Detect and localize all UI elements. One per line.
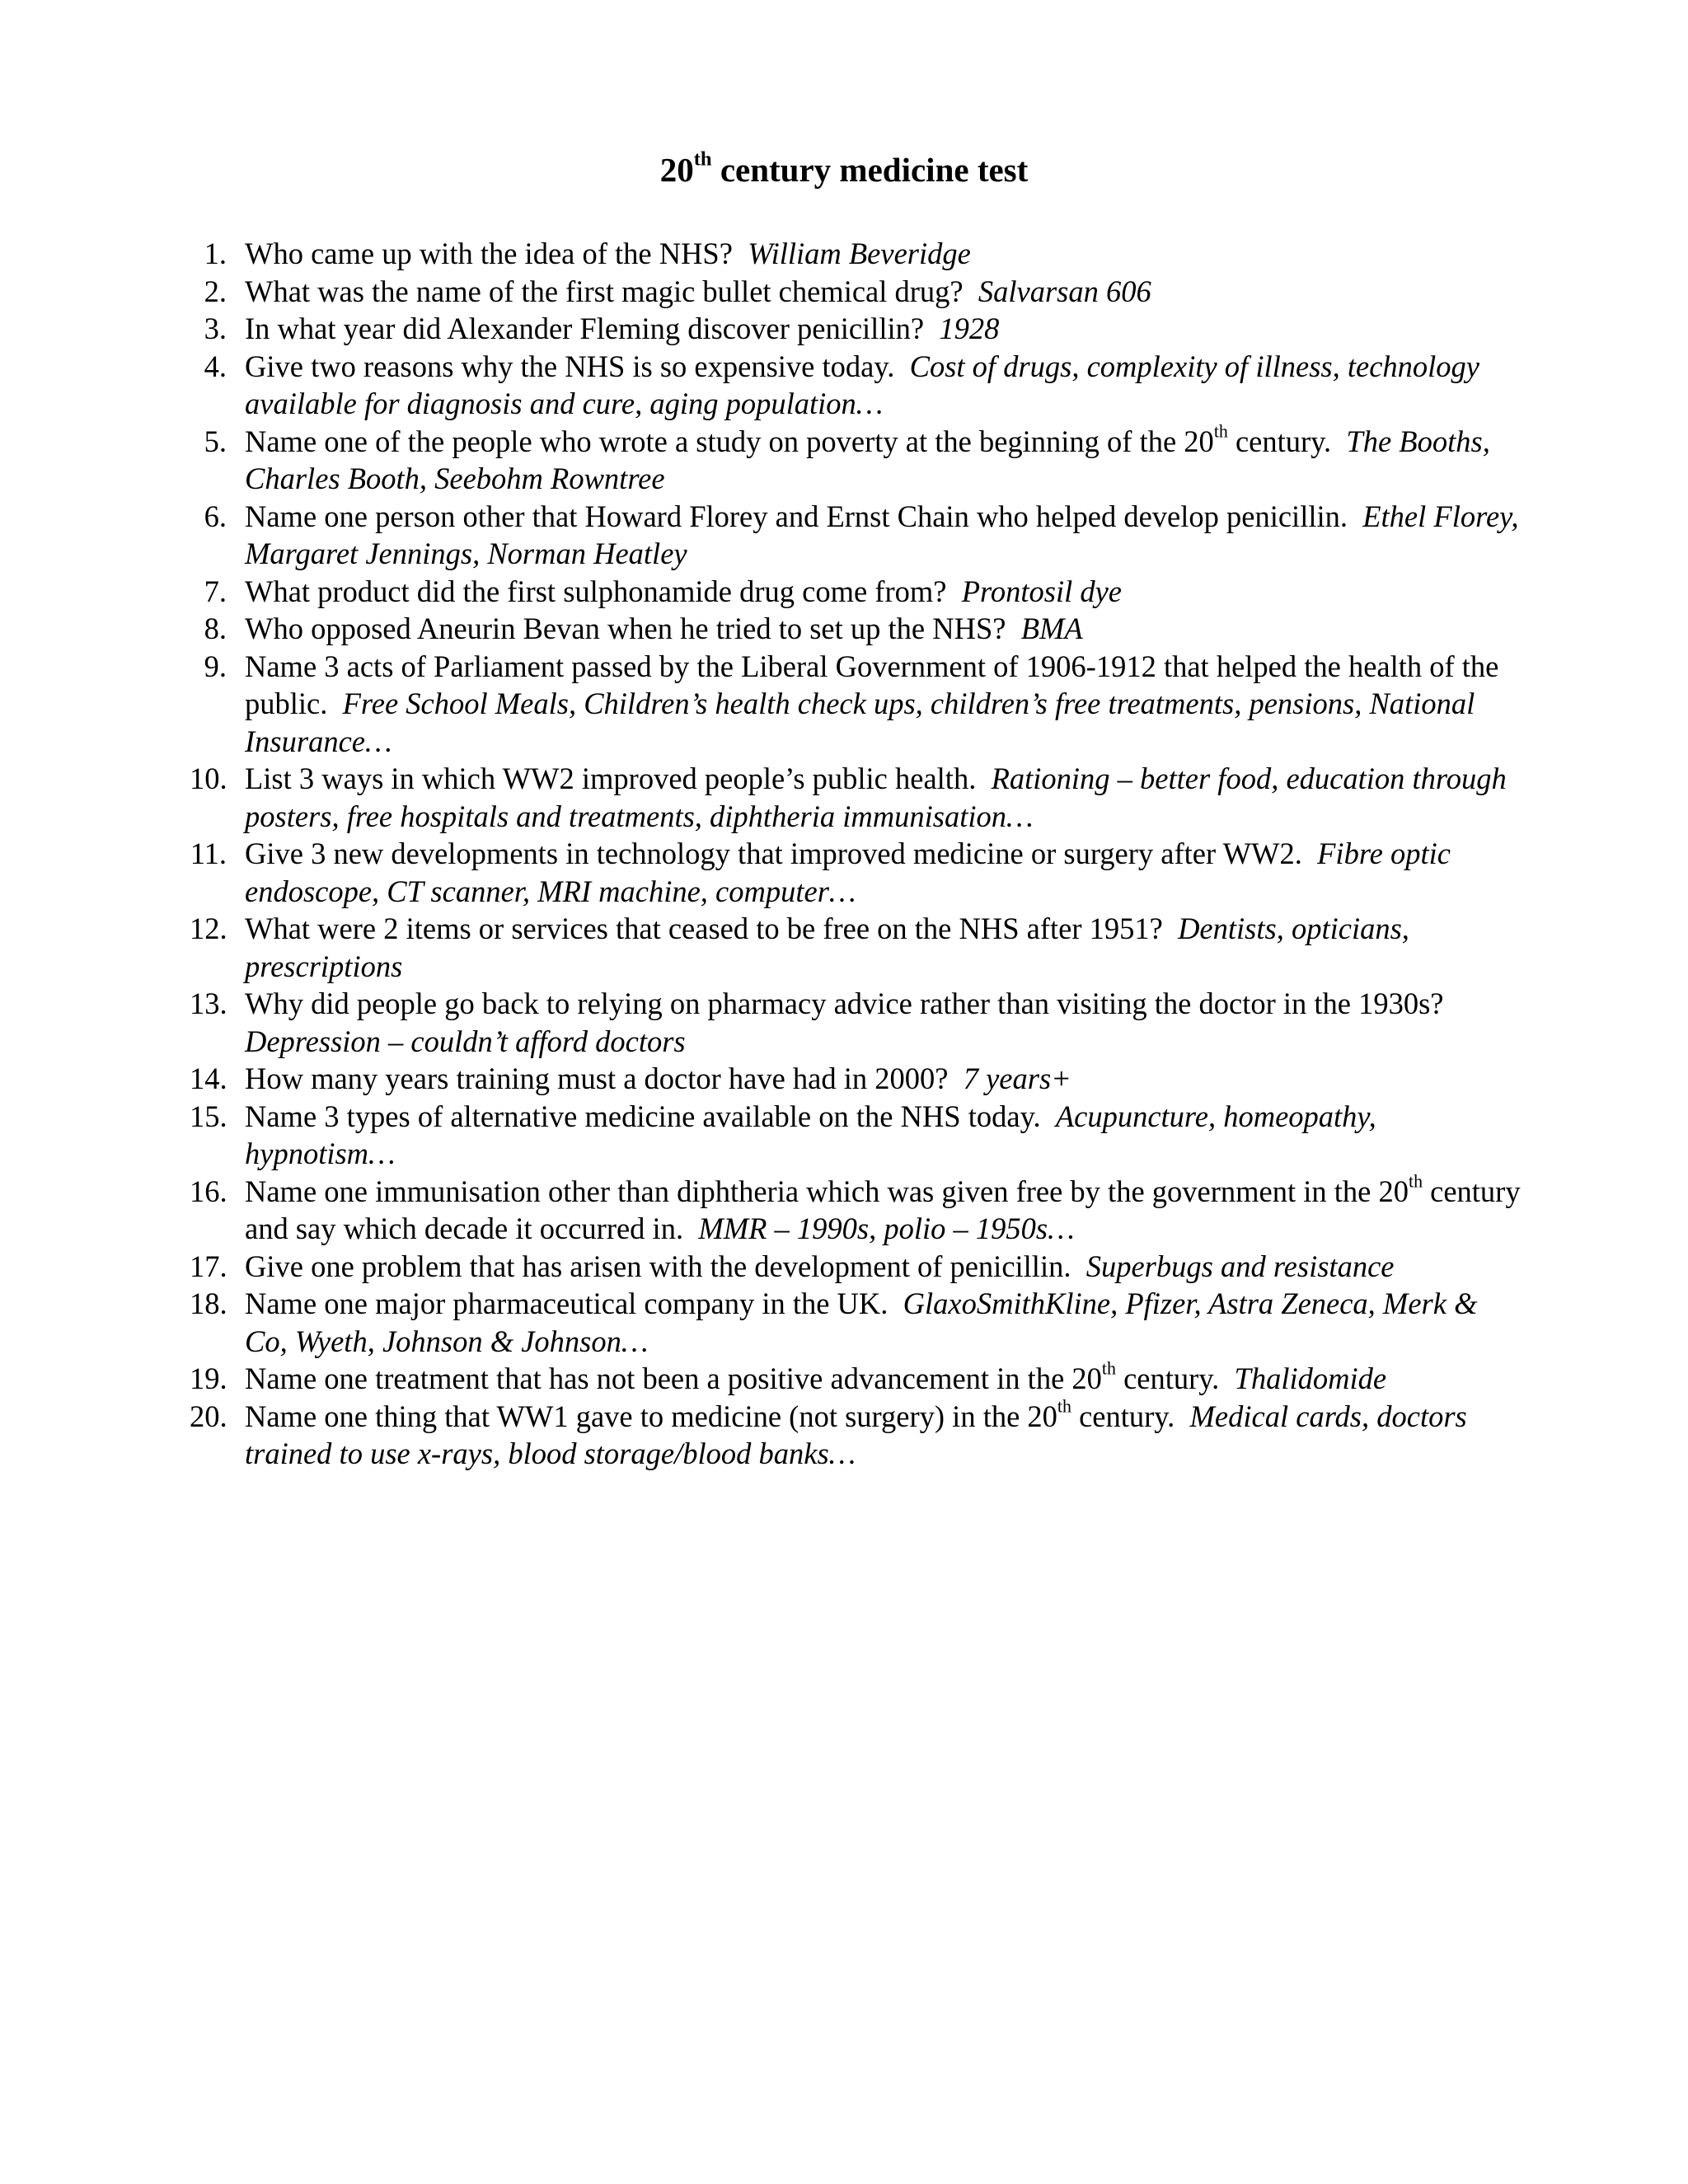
answer-text: Superbugs and resistance (1085, 1249, 1395, 1283)
question-text: Name 3 types of alternative medicine available on the NHS today. (245, 1099, 1041, 1133)
question-number: 2. (204, 274, 227, 308)
question-number: 3. (204, 312, 227, 345)
question-item (190, 1098, 1525, 1173)
question-text (245, 1394, 1175, 1433)
question-item (190, 1285, 1525, 1360)
answer-text: Medical cards, doctors trained to use x-rays, blood storage/blood banks… (245, 1399, 1467, 1470)
question-item (190, 985, 1525, 1060)
question-number: 16. (190, 1174, 227, 1208)
answer-text: William Beveridge (748, 237, 971, 270)
question-text: Who opposed Aneurin Bevan when he tried to set up the NHS? (245, 612, 1006, 645)
question-text: What was the name of the first magic bullet chemical drug? (245, 274, 964, 308)
title-part: century medicine test (711, 151, 1029, 189)
question-list (190, 235, 1525, 1473)
question-item (190, 760, 1525, 835)
question-item (190, 348, 1525, 423)
question-number: 12. (190, 912, 227, 945)
question-text-part: century. (1115, 1361, 1220, 1395)
question-number: 11. (190, 837, 227, 870)
question-item (190, 573, 1525, 611)
question-text-part: century. (1071, 1399, 1175, 1433)
question-item (190, 1394, 1525, 1473)
answer-text: Thalidomide (1234, 1361, 1387, 1395)
question-number: 13. (190, 987, 227, 1020)
question-item (190, 498, 1525, 573)
question-superscript: th (1408, 1169, 1423, 1191)
answer-text: Prontosil dye (961, 574, 1123, 608)
question-text-part: Name one thing that WW1 gave to medicine (not surgery) in the 20 (245, 1399, 1057, 1433)
question-text: List 3 ways in which WW2 improved people’s public health. (245, 762, 977, 795)
question-text: What product did the first sulphonamide drug come from? (245, 574, 947, 608)
question-item (190, 235, 1525, 273)
question-item (190, 419, 1525, 498)
question-number: 8. (204, 612, 227, 645)
question-number: 19. (190, 1361, 227, 1395)
answer-text: Dentists, opticians, prescriptions (245, 912, 1409, 983)
title-superscript: th (693, 148, 712, 171)
question-text-part: Name one of the people who wrote a study on poverty at the beginning of the 20 (245, 424, 1214, 458)
question-item (190, 1357, 1525, 1398)
question-text: What were 2 items or services that ceased to be free on the NHS after 1951? (245, 912, 1163, 945)
answer-text: BMA (1020, 612, 1083, 645)
answer-text: MMR – 1990s, polio – 1950s… (698, 1212, 1075, 1245)
title-part: 20 (659, 151, 694, 189)
answer-text: Rationing – better food, education through posters, free hospitals and treatments, diphtheria immunisation… (245, 762, 1507, 833)
answer-text: Fibre optic endoscope, CT scanner, MRI machine, computer… (245, 837, 1451, 908)
question-item (190, 1248, 1525, 1286)
question-item (190, 310, 1525, 348)
question-text: Name one major pharmaceutical company in the UK. (245, 1286, 889, 1320)
question-number: 1. (204, 237, 227, 270)
question-item (190, 648, 1525, 761)
question-text: Give 3 new developments in technology that improved medicine or surgery after WW2. (245, 837, 1302, 870)
question-text-part: Name one treatment that has not been a positive advancement in the 20 (245, 1361, 1102, 1395)
question-number: 15. (190, 1099, 227, 1133)
question-number: 18. (190, 1286, 227, 1320)
question-text-part: century. (1227, 424, 1332, 458)
question-text: Give one problem that has arisen with the development of penicillin. (245, 1249, 1071, 1283)
question-item (190, 1169, 1525, 1248)
question-text: Who came up with the idea of the NHS? (245, 237, 733, 270)
question-item (190, 835, 1525, 910)
question-item (190, 273, 1525, 311)
answer-text: GlaxoSmithKline, Pfizer, Astra Zeneca, Merk & Co, Wyeth, Johnson & Johnson… (245, 1286, 1478, 1358)
question-number: 7. (204, 574, 227, 608)
answer-text: Cost of drugs, complexity of illness, technology available for diagnosis and cure, aging population… (245, 349, 1479, 420)
question-number: 9. (204, 649, 227, 683)
answer-text: 1928 (939, 312, 1000, 345)
question-text: Why did people go back to relying on pharmacy advice rather than visiting the doctor in the 1930s? (245, 987, 1444, 1020)
question-text: Give two reasons why the NHS is so expensive today. (245, 349, 895, 383)
question-text: Name one person other that Howard Florey and Ernst Chain who helped develop penicillin. (245, 499, 1348, 533)
question-number: 6. (204, 499, 227, 533)
question-superscript: th (1101, 1357, 1116, 1379)
document-title (0, 147, 1688, 193)
question-text (245, 419, 1332, 458)
question-superscript: th (1213, 419, 1228, 441)
question-number: 4. (204, 349, 227, 383)
answer-text: Depression – couldn’t afford doctors (245, 1024, 686, 1058)
answer-text: The Booths, Charles Booth, Seebohm Rowntree (245, 424, 1490, 495)
answer-text: 7 years+ (963, 1062, 1071, 1095)
question-number: 5. (204, 424, 227, 458)
answer-text: Acupuncture, homeopathy, hypnotism… (245, 1099, 1376, 1170)
question-number: 17. (190, 1249, 227, 1283)
question-item (190, 910, 1525, 985)
question-number: 20. (190, 1399, 227, 1433)
question-text: Name 3 acts of Parliament passed by the Liberal Government of 1906-1912 that helped the health of the public. (245, 649, 1499, 720)
question-text (245, 1357, 1220, 1395)
question-superscript: th (1057, 1394, 1071, 1416)
answer-text: Salvarsan 606 (978, 274, 1151, 308)
question-text: In what year did Alexander Fleming discover penicillin? (245, 312, 925, 345)
question-text: How many years training must a doctor have had in 2000? (245, 1062, 949, 1095)
question-text-part: Name one immunisation other than diphtheria which was given free by the government in the 20 (245, 1174, 1409, 1208)
question-item (190, 1060, 1525, 1098)
answer-text: Ethel Florey, Margaret Jennings, Norman Heatley (245, 499, 1519, 570)
question-number: 14. (190, 1062, 227, 1095)
question-text-part: century and say which decade it occurred in. (245, 1174, 1521, 1245)
answer-text: Free School Meals, Children’s health check ups, children’s free treatments, pensions, National Insurance… (245, 687, 1475, 758)
question-item (190, 610, 1525, 648)
question-number: 10. (190, 762, 227, 795)
